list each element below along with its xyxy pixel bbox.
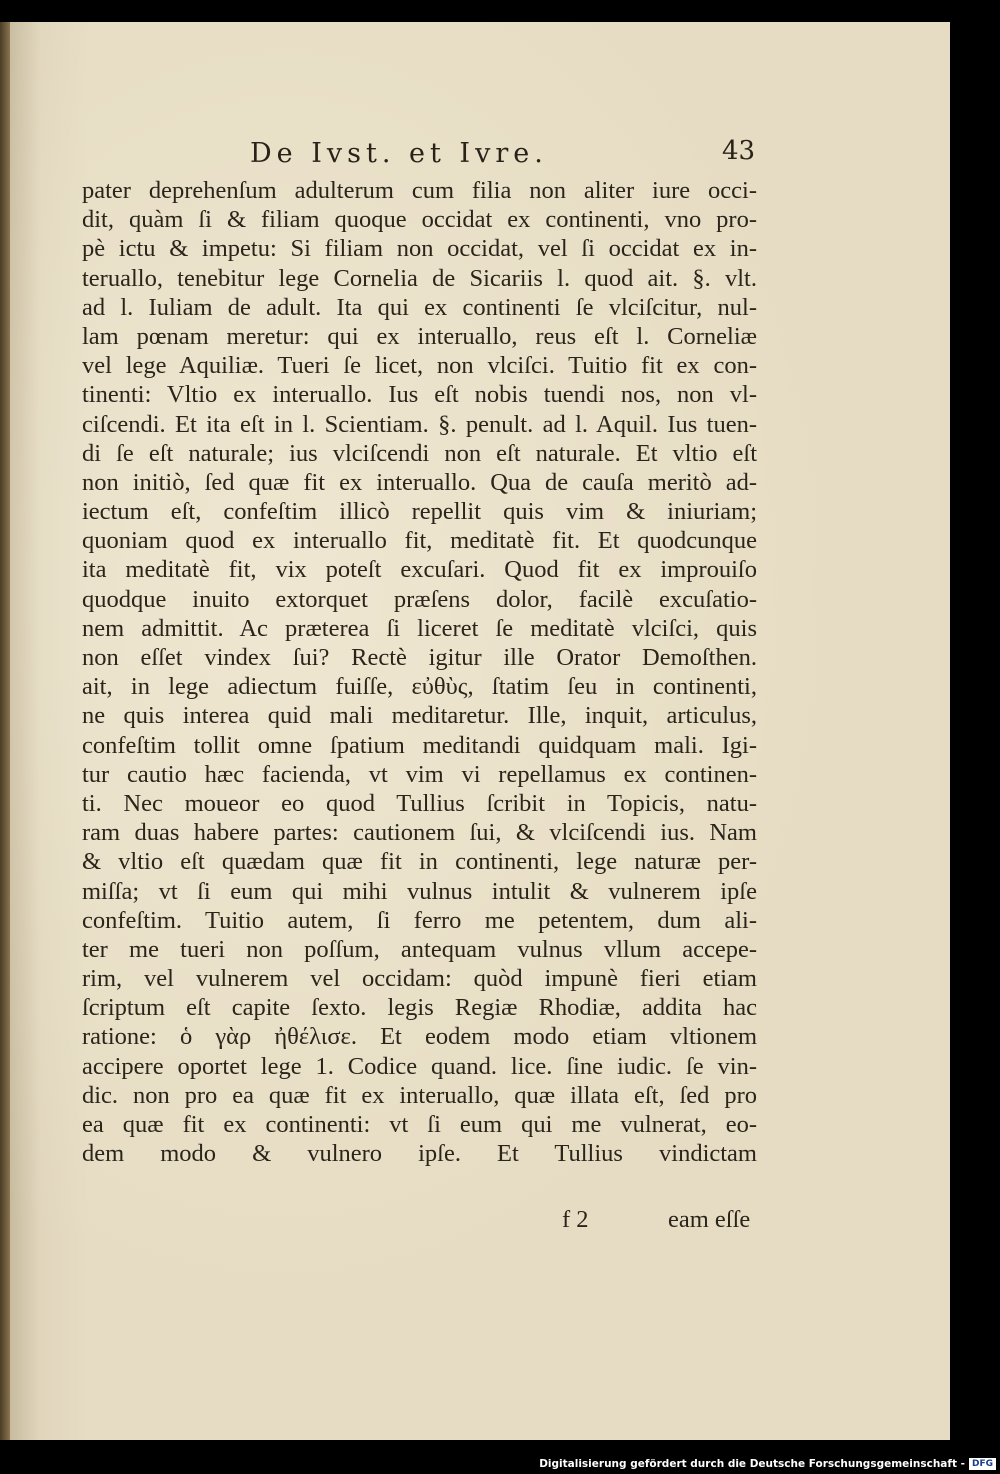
credit-text: Digitalisierung gefördert durch die Deutsche Forschungsgemeinschaft -	[539, 1458, 965, 1470]
text-line: miſſa; vt ſi eum qui mihi vulnus intulit & vulnerem ipſe	[82, 877, 757, 905]
dfg-logo: DFG	[969, 1458, 996, 1470]
page-number: 43	[722, 136, 756, 166]
text-line: non eſſet vindex ſui? Rectè igitur ille Orator Demoſthen.	[82, 644, 757, 671]
text-line: quodque inuito extorquet præſens dolor, facilè excuſatio-	[82, 585, 757, 613]
text-line: ram duas habere partes: cautionem ſui, & vlciſcendi ius. Nam	[82, 819, 757, 847]
text-line: quoniam quod ex interuallo fit, meditatè fit. Et quodcunque	[82, 527, 757, 555]
page-foot	[82, 1206, 757, 1236]
catchword: eam eſſe	[668, 1206, 751, 1233]
text-line: ciſcendi. Et ita eſt in l. Scientiam. §. penult. ad l. Aquil. Ius tuen-	[82, 410, 757, 438]
text-line: & vltio eſt quædam quæ fit in continenti, lege naturæ per-	[82, 848, 757, 876]
body-text	[82, 176, 757, 1168]
text-line: confeſtim tollit omne ſpatium meditandi quidquam mali. Igi-	[82, 731, 757, 759]
binding-gutter	[0, 22, 10, 1440]
text-line: ea quæ fit ex continenti: vt ſi eum qui me vulnerat, eo-	[82, 1111, 757, 1138]
text-line: pater deprehenſum adulterum cum filia non aliter iure occi-	[82, 177, 757, 204]
text-line: ait, in lege adiectum fuiſſe, εὐθὺς, ſtatim ſeu in continenti,	[82, 673, 757, 701]
text-line: teruallo, tenebitur lege Cornelia de Sicariis l. quod ait. §. vlt.	[82, 264, 757, 292]
text-line: tinenti: Vltio ex interuallo. Ius eſt nobis tuendi nos, non vl-	[82, 381, 757, 409]
text-line: iectum eſt, confeſtim illicò repellit quis vim & iniuriam;	[82, 498, 757, 526]
text-line: ter me tueri non poſſum, antequam vulnus vllum accepe-	[82, 935, 757, 963]
signature-mark: f 2	[562, 1206, 589, 1233]
text-line: pè ictu & impetu: Si filiam non occidat, vel ſi occidat ex in-	[82, 235, 757, 263]
text-line: ita meditatè fit, vix poteſt excuſari. Quod fit ex improuiſo	[82, 556, 757, 584]
text-line: dit, quàm ſi & filiam quoque occidat ex continenti, vno pro-	[82, 206, 757, 234]
text-line: rim, vel vulnerem vel occidam: quòd impunè fieri etiam	[82, 965, 757, 993]
running-head: De Ivst. et Ivre.	[250, 138, 548, 169]
text-line: ne quis interea quid mali meditaretur. Ille, inquit, articulus,	[82, 702, 757, 730]
text-line: nem admittit. Ac præterea ſi liceret ſe meditatè vlciſci, quis	[82, 614, 757, 642]
text-line: ratione: ὁ γὰρ ἠθέλισε. Et eodem modo etiam vltionem	[82, 1023, 757, 1051]
text-line: ad l. Iuliam de adult. Ita qui ex continenti ſe vlciſcitur, nul-	[82, 293, 757, 321]
text-line: confeſtim. Tuitio autem, ſi ferro me petentem, dum ali-	[82, 906, 757, 934]
text-line: dem modo & vulnero ipſe. Et Tullius vindictam	[82, 1140, 757, 1168]
text-line: di ſe eſt naturale; ius vlciſcendi non eſt naturale. Et vltio eſt	[82, 439, 757, 467]
text-line: ti. Nec moueor eo quod Tullius ſcribit in Topicis, natu-	[82, 789, 757, 817]
text-line: tur cautio hæc facienda, vt vim vi repellamus ex continen-	[82, 760, 757, 788]
text-line: dic. non pro ea quæ fit ex interuallo, quæ illata eſt, ſed pro	[82, 1081, 757, 1109]
digitization-credit	[539, 1455, 996, 1473]
text-line: non initiò, ſed quæ fit ex interuallo. Qua de cauſa meritò ad-	[82, 468, 757, 496]
text-line: ſcriptum eſt capite ſexto. legis Regiæ Rhodiæ, addita hac	[82, 994, 757, 1022]
text-line: lam pœnam meretur: qui ex interuallo, reus eſt l. Corneliæ	[82, 322, 757, 350]
text-line: accipere oportet lege 1. Codice quand. lice. ſine iudic. ſe vin-	[82, 1052, 757, 1080]
text-line: vel lege Aquiliæ. Tueri ſe licet, non vlciſci. Tuitio fit ex con-	[82, 352, 757, 380]
